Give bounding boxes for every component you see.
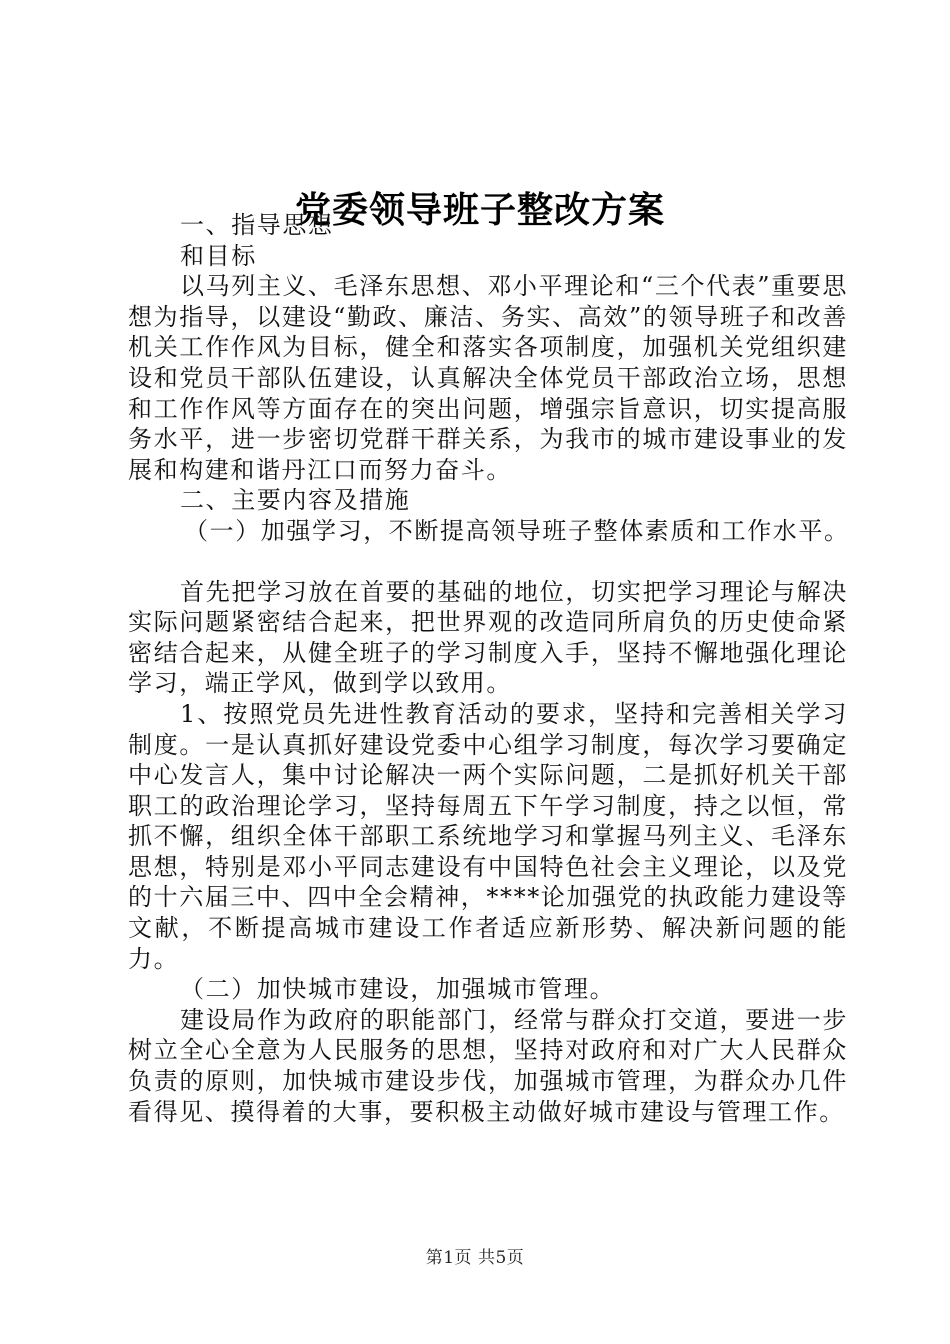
paragraph-study-system: 1、按照党员先进性教育活动的要求，坚持和完善相关学习制度。一是认真抓好建设党委中心组学习制度，每次学习要确定中心发言人，集中讨论解决一两个实际问题，二是抓好机关干部职工的政治理论学习，坚持每周五下午学习制度，持之以恒，常抓不懈，组织全体干部职工系统地学习和掌握马列主义、毛泽东思想，特别是邓小平同志建设有中国特色社会主义理论，以及党的十六届三中、四中全会精神，****论加强党的执政能力建设等文献，不断提高城市建设工作者适应新形势、解决新问题的能力。 [128,699,848,973]
section-heading-guiding-thought: 一、指导思想 [180,211,334,239]
subsection-heading-study: （一）加强学习，不断提高领导班子整体素质和工作水平。 [184,516,850,545]
paragraph-urban-management: 建设局作为政府的职能部门，经常与群众打交道，要进一步树立全心全意为人民服务的思想，坚持对政府和对广大人民群众负责的原则，加快城市建设步伐，加强城市管理，为群众办几件看得见、摸得着的大事，要积极主动做好城市建设与管理工作。 [128,1005,848,1126]
subsection-heading-urban-construction: （二）加快城市建设，加强城市管理。 [180,975,616,1004]
section-heading-main-content: 二、主要内容及措施 [180,486,411,515]
section-heading-goals: 和目标 [180,241,257,270]
document-body [128,210,848,1127]
blank-line [128,547,848,577]
paragraph-study-priority: 首先把学习放在首要的基础的地位，切实把学习理论与解决实际问题紧密结合起来，把世界观的改造同所肩负的历史使命紧密结合起来，从健全班子的学习制度入手，坚持不懈地强化理论学习，端正学风，做到学以致用。 [128,577,848,698]
page-number-footer: 第1页 共5页 [425,1248,525,1268]
paragraph-guiding-principles: 以马列主义、毛泽东思想、邓小平理论和“三个代表”重要思想为指导，以建设“勤政、廉洁、务实、高效”的领导班子和改善机关工作作风为目标，健全和落实各项制度，加强机关党组织建设和党员干部队伍建设，认真解决全体党员干部政治立场，思想和工作作风等方面存在的突出问题，增强宗旨意识，切实提高服务水平，进一步密切党群干群关系，为我市的城市建设事业的发展和构建和谐丹江口而努力奋斗。 [128,272,848,484]
document-title: 党委领导班子整改方案 [294,189,665,231]
